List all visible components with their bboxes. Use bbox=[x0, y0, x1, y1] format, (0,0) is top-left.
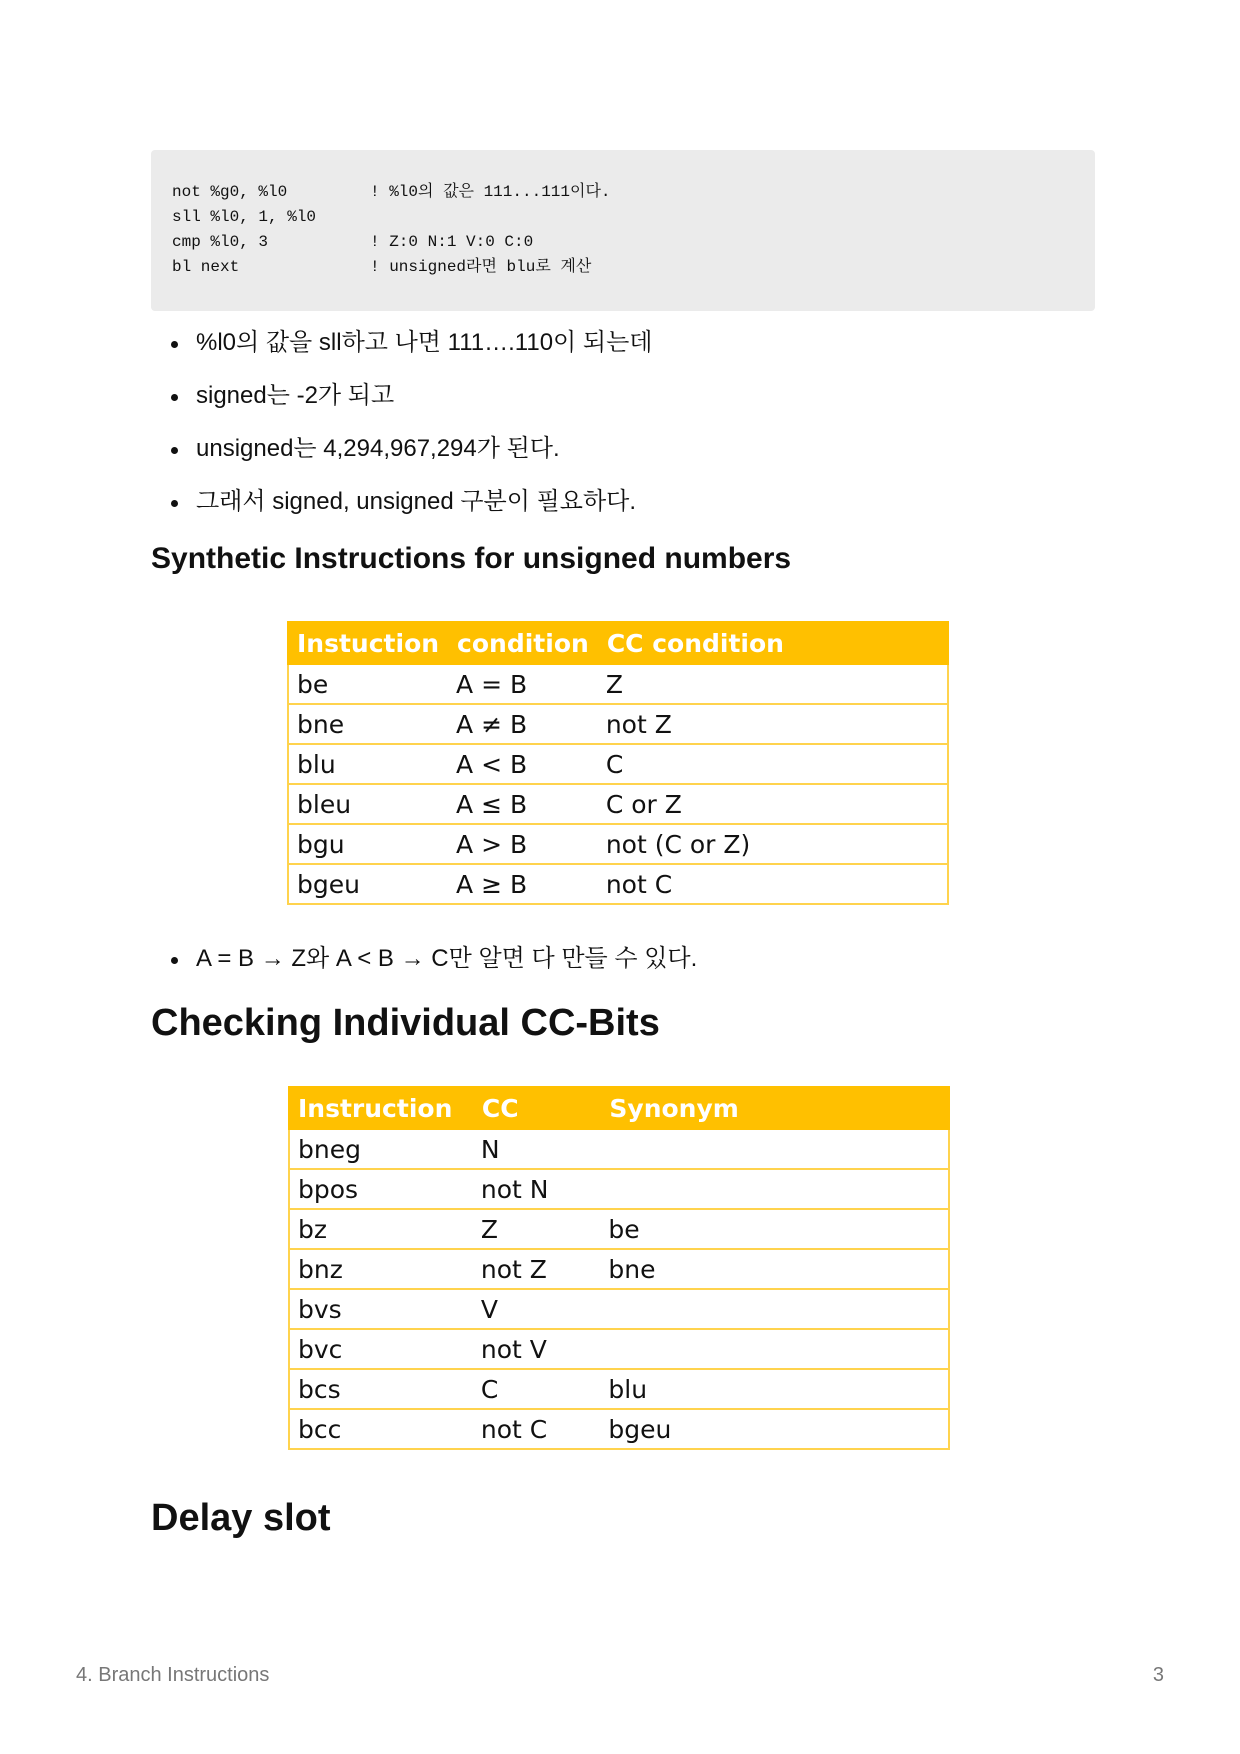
bullet-list-summary bbox=[151, 945, 1095, 973]
table-cell: bcs bbox=[289, 1369, 473, 1409]
table-cell: not C bbox=[473, 1409, 601, 1449]
table-row bbox=[289, 1329, 949, 1369]
table-cell: bnz bbox=[289, 1249, 473, 1289]
code-comment: ! Z:0 N:1 V:0 C:0 bbox=[370, 233, 534, 251]
heading-synthetic-instructions: Synthetic Instructions for unsigned numbers bbox=[151, 542, 792, 575]
table-cell: be bbox=[600, 1209, 949, 1249]
table-cell: bz bbox=[289, 1209, 473, 1249]
table-cell: A = B bbox=[448, 664, 598, 704]
column-header: CC condition bbox=[598, 622, 948, 664]
table-cell: not Z bbox=[473, 1249, 601, 1289]
table-cell: bne bbox=[600, 1249, 949, 1289]
table-row bbox=[289, 1169, 949, 1209]
table-cell: bvs bbox=[289, 1289, 473, 1329]
table-cell: V bbox=[473, 1289, 601, 1329]
table-cell: A ≠ B bbox=[448, 704, 598, 744]
table-row bbox=[289, 1209, 949, 1249]
code-line bbox=[172, 180, 1074, 205]
table-row bbox=[288, 744, 948, 784]
table-cell bbox=[600, 1289, 949, 1329]
table-cell: bne bbox=[288, 704, 448, 744]
column-header: CC bbox=[473, 1087, 601, 1129]
code-comment: ! unsigned라면 blu로 계산 bbox=[370, 258, 592, 276]
table-cell bbox=[600, 1329, 949, 1369]
table-cell: C bbox=[473, 1369, 601, 1409]
table-cell: Z bbox=[598, 664, 948, 704]
code-line bbox=[172, 205, 1074, 230]
table-cell: C or Z bbox=[598, 784, 948, 824]
bullet-list-signed bbox=[151, 329, 1095, 516]
table-row bbox=[289, 1289, 949, 1329]
table-cell: A < B bbox=[448, 744, 598, 784]
table-row bbox=[289, 1369, 949, 1409]
table-cell: not N bbox=[473, 1169, 601, 1209]
table-cell bbox=[600, 1129, 949, 1169]
table-cell: not V bbox=[473, 1329, 601, 1369]
table-header-row bbox=[288, 622, 948, 664]
column-header: condition bbox=[448, 622, 598, 664]
code-block bbox=[151, 150, 1095, 311]
table-cell: blu bbox=[288, 744, 448, 784]
table-cell: bleu bbox=[288, 784, 448, 824]
list-item: unsigned는 4,294,967,294가 된다. bbox=[196, 435, 1095, 463]
table-row bbox=[288, 704, 948, 744]
code-instruction: not %g0, %l0 bbox=[172, 183, 288, 201]
table-cell: be bbox=[288, 664, 448, 704]
column-header: Synonym bbox=[600, 1087, 949, 1129]
table-row bbox=[289, 1409, 949, 1449]
page-footer bbox=[76, 1664, 1164, 1687]
table-cell: A ≤ B bbox=[448, 784, 598, 824]
table-header-row bbox=[289, 1087, 949, 1129]
cc-bits-table bbox=[288, 1086, 950, 1450]
table-cell: bneg bbox=[289, 1129, 473, 1169]
list-item: A = B → Z와 A < B → C만 알면 다 만들 수 있다. bbox=[196, 945, 1095, 973]
column-header: Instuction bbox=[288, 622, 448, 664]
table-row bbox=[288, 664, 948, 704]
code-instruction: bl next bbox=[172, 258, 240, 276]
code-line bbox=[172, 255, 1074, 280]
table-cell: bgeu bbox=[288, 864, 448, 904]
table-cell: blu bbox=[600, 1369, 949, 1409]
table-cell: not Z bbox=[598, 704, 948, 744]
page-content bbox=[151, 150, 1095, 1540]
page-number: 3 bbox=[1152, 1664, 1164, 1686]
table-row bbox=[288, 864, 948, 904]
table-cell: bgeu bbox=[600, 1409, 949, 1449]
list-item: signed는 -2가 되고 bbox=[196, 382, 1095, 410]
table-cell: C bbox=[598, 744, 948, 784]
table-cell bbox=[600, 1169, 949, 1209]
code-line bbox=[172, 230, 1074, 255]
unsigned-branch-table bbox=[287, 621, 949, 905]
table-row bbox=[288, 784, 948, 824]
heading-checking-cc-bits: Checking Individual CC-Bits bbox=[151, 1002, 660, 1044]
table-cell: bpos bbox=[289, 1169, 473, 1209]
table-row bbox=[289, 1249, 949, 1289]
table-cell: bvc bbox=[289, 1329, 473, 1369]
code-instruction: cmp %l0, 3 bbox=[172, 233, 269, 251]
table-cell: not C bbox=[598, 864, 948, 904]
table-cell: not (C or Z) bbox=[598, 824, 948, 864]
table-cell: bcc bbox=[289, 1409, 473, 1449]
table-cell: A ≥ B bbox=[448, 864, 598, 904]
heading-delay-slot: Delay slot bbox=[151, 1497, 331, 1539]
code-comment: ! %l0의 값은 111...111이다. bbox=[370, 183, 611, 201]
table-cell: Z bbox=[473, 1209, 601, 1249]
table-cell: N bbox=[473, 1129, 601, 1169]
list-item: %l0의 값을 sll하고 나면 111….110이 되는데 bbox=[196, 329, 1095, 357]
table-row bbox=[288, 824, 948, 864]
table-row bbox=[289, 1129, 949, 1169]
table-cell: A > B bbox=[448, 824, 598, 864]
column-header: Instruction bbox=[289, 1087, 473, 1129]
table-cell: bgu bbox=[288, 824, 448, 864]
list-item: 그래서 signed, unsigned 구분이 필요하다. bbox=[196, 488, 1095, 516]
footer-title: 4. Branch Instructions bbox=[76, 1664, 270, 1686]
code-instruction: sll %l0, 1, %l0 bbox=[172, 208, 317, 226]
